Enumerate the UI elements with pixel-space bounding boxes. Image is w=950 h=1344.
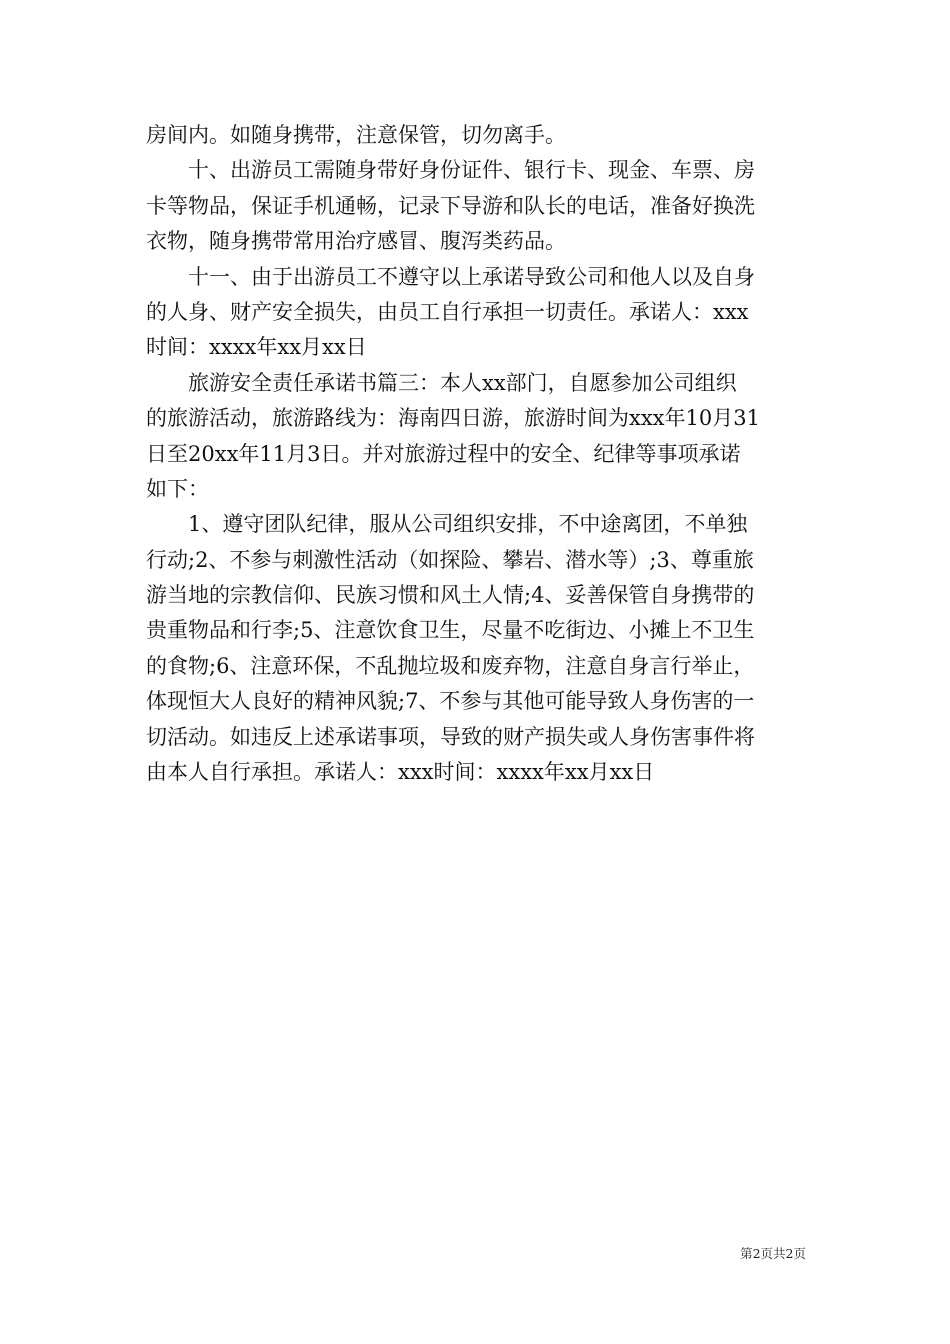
document-body bbox=[146, 118, 806, 790]
text-line: 的人身、财产安全损失，由员工自行承担一切责任。承诺人：xxx bbox=[146, 299, 749, 324]
text-line: 旅游安全责任承诺书篇三：本人xx部门，自愿参加公司组织 bbox=[146, 370, 737, 395]
text-line: 1、遵守团队纪律，服从公司组织安排，不中途离团，不单独 bbox=[146, 512, 748, 537]
text-line: 卡等物品，保证手机通畅，记录下导游和队长的电话，准备好换洗 bbox=[146, 193, 755, 218]
text-line: 十、出游员工需随身带好身份证件、银行卡、现金、车票、房 bbox=[146, 158, 755, 183]
text-line: 游当地的宗教信仰、民族习惯和风土人情;4、妥善保管自身携带的 bbox=[146, 583, 755, 608]
text-line: 行动;2、不参与刺激性活动（如探险、攀岩、潜水等）;3、尊重旅 bbox=[146, 547, 754, 572]
text-line: 贵重物品和行李;5、注意饮食卫生，尽量不吃街边、小摊上不卫生 bbox=[146, 618, 755, 643]
text-line: 的旅游活动，旅游路线为：海南四日游，旅游时间为xxx年10月31 bbox=[146, 406, 760, 431]
text-line: 衣物，随身携带常用治疗感冒、腹泻类药品。 bbox=[146, 229, 566, 254]
text-line: 十一、由于出游员工不遵守以上承诺导致公司和他人以及自身 bbox=[146, 264, 755, 289]
text-line: 房间内。如随身携带，注意保管，切勿离手。 bbox=[146, 123, 566, 147]
text-line: 由本人自行承担。承诺人：xxx时间：xxxx年xx月xx日 bbox=[146, 760, 655, 785]
page-number-footer: 第2页共2页 bbox=[740, 1246, 806, 1261]
text-line: 时间：xxxx年xx月xx日 bbox=[146, 335, 367, 360]
text-line: 如下： bbox=[146, 476, 209, 501]
text-line: 的食物;6、注意环保，不乱抛垃圾和废弃物，注意自身言行举止， bbox=[146, 653, 755, 678]
text-line: 体现恒大人良好的精神风貌;7、不参与其他可能导致人身伤害的一 bbox=[146, 689, 755, 714]
text-line: 日至20xx年11月3日。并对旅游过程中的安全、纪律等事项承诺 bbox=[146, 441, 741, 466]
text-line: 切活动。如违反上述承诺事项，导致的财产损失或人身伤害事件将 bbox=[146, 724, 755, 749]
